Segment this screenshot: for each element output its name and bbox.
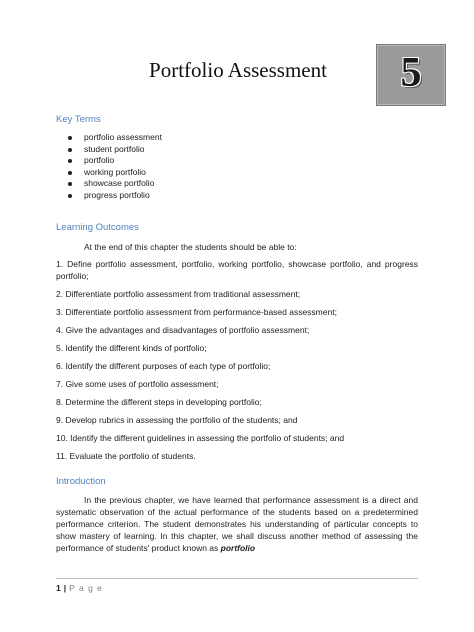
- list-item: [68, 190, 162, 202]
- list-item-label: showcase portfolio: [84, 178, 155, 188]
- page-title: Portfolio Assessment: [149, 58, 327, 82]
- footer-separator: |: [63, 583, 67, 593]
- list-item-label: portfolio assessment: [84, 132, 162, 142]
- list-item: [68, 155, 162, 167]
- introduction-heading: Introduction: [56, 476, 106, 487]
- list-item: [68, 167, 162, 179]
- list-item-label: progress portfolio: [84, 189, 150, 200]
- introduction-text: In the previous chapter, we have learned that performance assessment is a direct and systematic observation of the actual performance of the students based on a predetermined performance criterion. The student demonstrates his understanding of particular concepts to show mastery of learning. In this chapter, we shall discuss another method of assessing the performance of students' product known as: [56, 495, 418, 553]
- outcome-item: 2. Differentiate portfolio assessment from traditional assessment;: [56, 289, 301, 299]
- key-terms-heading: Key Terms: [56, 114, 101, 125]
- bullet-icon: [68, 136, 72, 140]
- list-item-label: portfolio: [84, 155, 115, 165]
- outcome-item: 4. Give the advantages and disadvantages of portfolio assessment;: [56, 325, 310, 335]
- outcome-item: 1. Define portfolio assessment, portfolio, working portfolio, showcase portfolio, and progress portfolio;: [56, 259, 418, 281]
- chapter-number: 5: [400, 50, 422, 96]
- bullet-icon: [68, 159, 72, 163]
- list-item: [68, 178, 162, 190]
- outcome-item: 9. Develop rubrics in assessing the portfolio of the students; and: [56, 415, 298, 425]
- page-number: 1: [56, 583, 61, 593]
- page-footer: [56, 583, 103, 593]
- outcome-item: 3. Differentiate portfolio assessment from performance-based assessment;: [56, 307, 337, 317]
- outcome-item: 11. Evaluate the portfolio of students.: [56, 451, 196, 461]
- bullet-icon: [68, 194, 72, 198]
- list-item-label: student portfolio: [84, 143, 145, 154]
- footer-divider: [56, 578, 418, 579]
- page-label: P a g e: [69, 583, 103, 593]
- introduction-emphasis: portfolio: [220, 543, 256, 553]
- outcome-item: 5. Identify the different kinds of portfolio;: [56, 343, 207, 353]
- outcome-item: 10. Identify the different guidelines in assessing the portfolio of students; and: [56, 433, 345, 443]
- outcome-item: 7. Give some uses of portfolio assessment;: [56, 379, 219, 389]
- key-terms-list: [68, 132, 162, 201]
- bullet-icon: [68, 148, 72, 152]
- bullet-icon: [68, 171, 72, 175]
- outcomes-intro: At the end of this chapter the students should be able to:: [84, 242, 297, 252]
- list-item: [68, 144, 162, 156]
- list-item-label: working portfolio: [84, 166, 146, 177]
- chapter-number-box: [376, 44, 446, 106]
- outcome-item: 8. Determine the different steps in developing portfolio;: [56, 397, 262, 407]
- outcome-item: 6. Identify the different purposes of each type of portfolio;: [56, 361, 271, 371]
- list-item: [68, 132, 162, 144]
- introduction-paragraph: [56, 494, 418, 554]
- learning-outcomes-heading: Learning Outcomes: [56, 222, 139, 233]
- bullet-icon: [68, 182, 72, 186]
